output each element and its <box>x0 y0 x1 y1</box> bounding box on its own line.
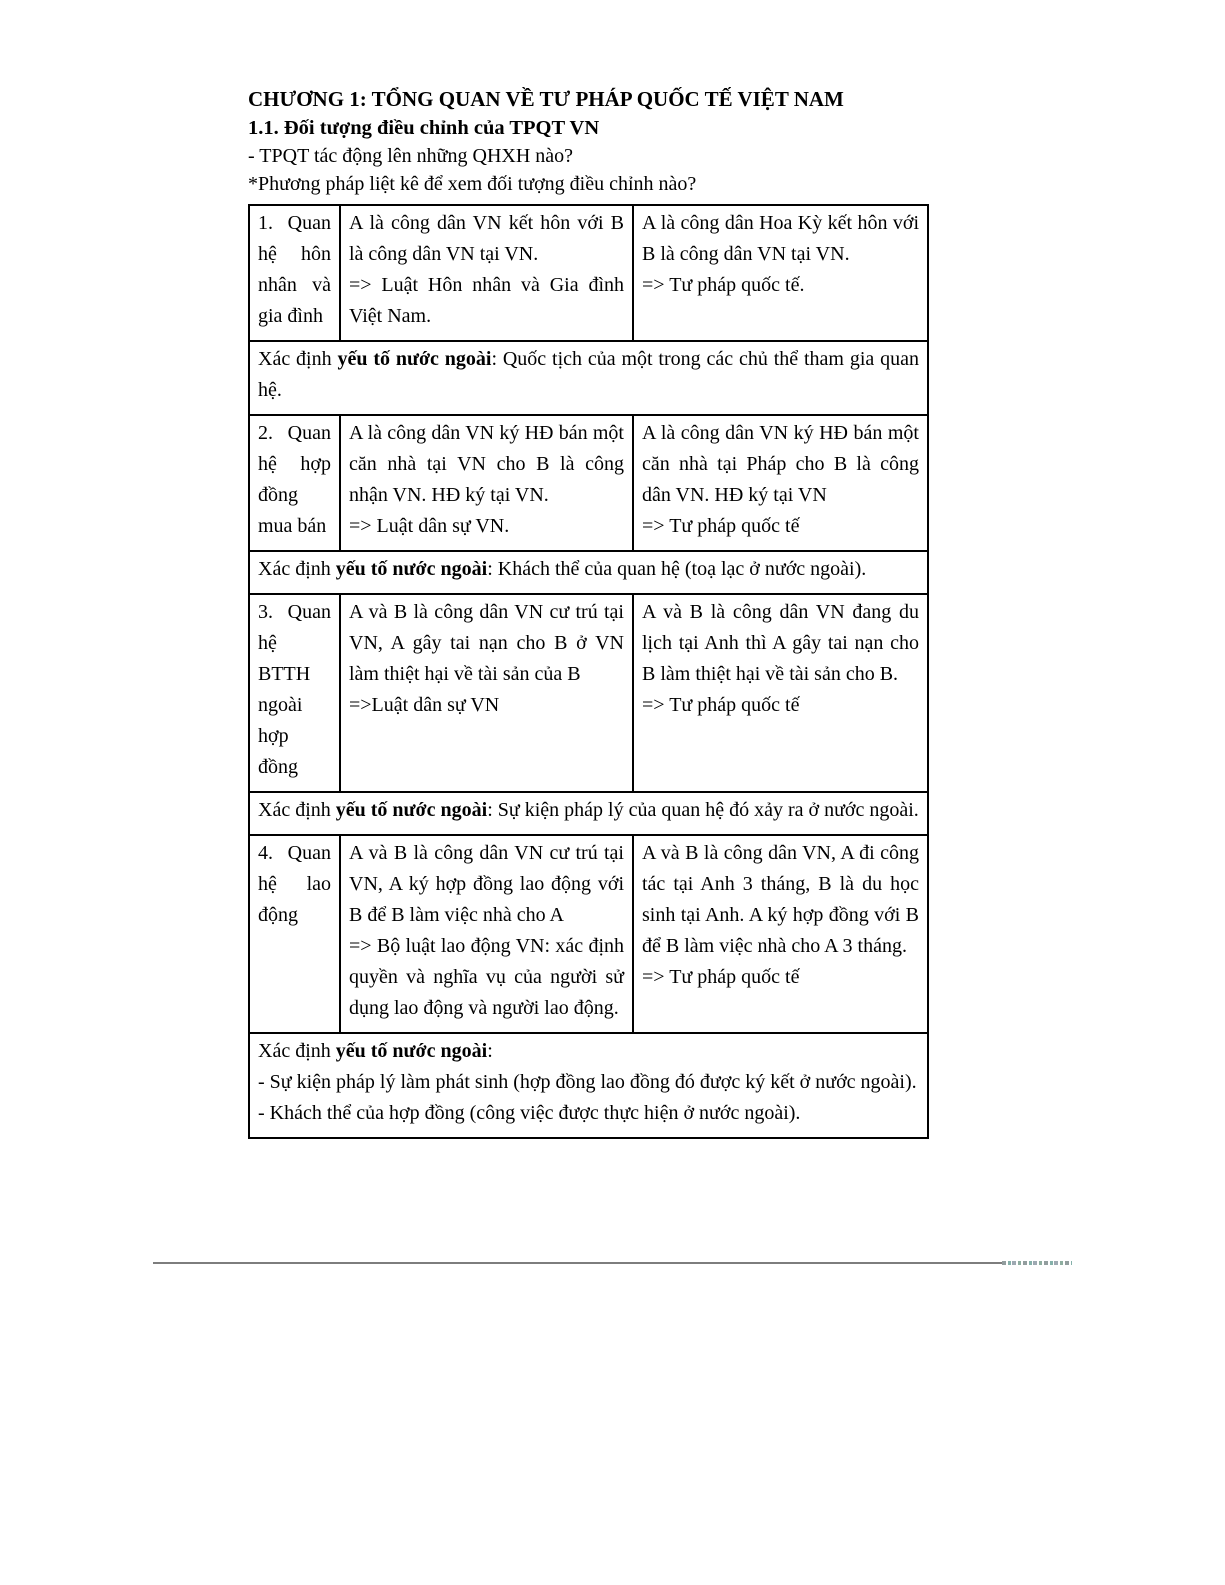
note-rest: : Quốc tịch của một trong các chủ thể tham gia quan hệ. <box>258 348 919 401</box>
category-text: 3. Quan hệ BTTH ngoài hợp đồng <box>258 601 331 778</box>
category-text: 4. Quan hệ lao động <box>258 842 331 926</box>
note-rest: : <box>487 1040 493 1062</box>
conclusion-text: => Bộ luật lao động VN: xác định quyền và nghĩa vụ của người sử dụng lao động và người lao động. <box>349 935 624 1019</box>
category-cell <box>249 205 340 341</box>
category-cell <box>249 415 340 551</box>
scenario-text: A và B là công dân VN, A đi công tác tại Anh 3 tháng, B là du học sinh tại Anh. A ký hợp đồng với B để B làm việc nhà cho A 3 tháng. <box>642 842 919 957</box>
method-line: *Phương pháp liệt kê để xem đối tượng điều chỉnh nào? <box>248 173 697 195</box>
foreign-example-cell <box>633 835 928 1033</box>
document-content <box>248 84 927 1139</box>
note-prefix: Xác định <box>258 558 336 580</box>
scenario-text: A là công dân VN ký HĐ bán một căn nhà tại VN cho B là công nhận VN. HĐ ký tại VN. <box>349 422 624 506</box>
footer-divider <box>153 1262 1002 1264</box>
section-heading: 1.1. Đối tượng điều chỉnh của TPQT VN <box>248 117 600 139</box>
conclusion-text: =>Luật dân sự VN <box>349 694 500 716</box>
table-row-note-4 <box>249 1033 928 1138</box>
conclusion-text: => Tư pháp quốc tế. <box>642 274 805 296</box>
note-item: - Khách thể của hợp đồng (công việc được thực hiện ở nước ngoài). <box>258 1102 801 1124</box>
domestic-example-cell <box>340 594 633 792</box>
note-bold: yếu tố nước ngoài <box>335 799 488 821</box>
note-bold: yếu tố nước ngoài <box>335 1040 488 1062</box>
table-row-case-3 <box>249 594 928 792</box>
note-rest: : Khách thể của quan hệ (toạ lạc ở nước ngoài). <box>487 558 867 580</box>
relations-table <box>248 204 929 1139</box>
table-row-case-2 <box>249 415 928 551</box>
conclusion-text: => Luật Hôn nhân và Gia đình Việt Nam. <box>349 274 624 327</box>
note-item: - Sự kiện pháp lý làm phát sinh (hợp đồng lao đồng đó được ký kết ở nước ngoài). <box>258 1071 917 1093</box>
note-bold: yếu tố nước ngoài <box>335 558 488 580</box>
scenario-text: A là công dân VN ký HĐ bán một căn nhà tại Pháp cho B là công dân VN. HĐ ký tại VN <box>642 422 919 506</box>
scenario-text: A là công dân Hoa Kỳ kết hôn với B là công dân VN tại VN. <box>642 212 919 265</box>
foreign-example-cell <box>633 205 928 341</box>
scenario-text: A và B là công dân VN đang du lịch tại Anh thì A gây tai nạn cho B làm thiệt hại về tài sản cho B. <box>642 601 919 685</box>
domestic-example-cell <box>340 835 633 1033</box>
conclusion-text: => Tư pháp quốc tế <box>642 515 800 537</box>
note-cell <box>249 551 928 594</box>
note-bold: yếu tố nước ngoài <box>337 348 492 370</box>
chapter-title: CHƯƠNG 1: TỔNG QUAN VỀ TƯ PHÁP QUỐC TẾ VIỆT NAM <box>248 87 844 111</box>
question-line: - TPQT tác động lên những QHXH nào? <box>248 145 574 167</box>
category-text: 1. Quan hệ hôn nhân và gia đình <box>258 212 331 327</box>
category-cell <box>249 594 340 792</box>
conclusion-text: => Luật dân sự VN. <box>349 515 510 537</box>
scenario-text: A là công dân VN kết hôn với B là công dân VN tại VN. <box>349 212 624 265</box>
conclusion-text: => Tư pháp quốc tế <box>642 966 800 988</box>
domestic-example-cell <box>340 415 633 551</box>
table-row-case-4 <box>249 835 928 1033</box>
foreign-example-cell <box>633 415 928 551</box>
scenario-text: A và B là công dân VN cư trú tại VN, A ký hợp đồng lao động với B để B làm việc nhà cho A <box>349 842 624 926</box>
foreign-example-cell <box>633 594 928 792</box>
note-cell <box>249 792 928 835</box>
table-row-note-2 <box>249 551 928 594</box>
scenario-text: A và B là công dân VN cư trú tại VN, A gây tai nạn cho B ở VN làm thiệt hại về tài sản của B <box>349 601 624 685</box>
category-cell <box>249 835 340 1033</box>
note-rest: : Sự kiện pháp lý của quan hệ đó xảy ra ở nước ngoài. <box>487 799 919 821</box>
table-row-note-1 <box>249 341 928 415</box>
category-text: 2. Quan hệ hợp đồng mua bán <box>258 422 331 537</box>
table-row-note-3 <box>249 792 928 835</box>
note-prefix: Xác định <box>258 1040 336 1062</box>
note-prefix: Xác định <box>258 348 338 370</box>
note-cell <box>249 341 928 415</box>
note-cell <box>249 1033 928 1138</box>
conclusion-text: => Tư pháp quốc tế <box>642 694 800 716</box>
footer-watermark-dashes <box>1002 1261 1072 1265</box>
note-heading <box>258 1036 919 1067</box>
note-prefix: Xác định <box>258 799 336 821</box>
table-row-case-1 <box>249 205 928 341</box>
domestic-example-cell <box>340 205 633 341</box>
